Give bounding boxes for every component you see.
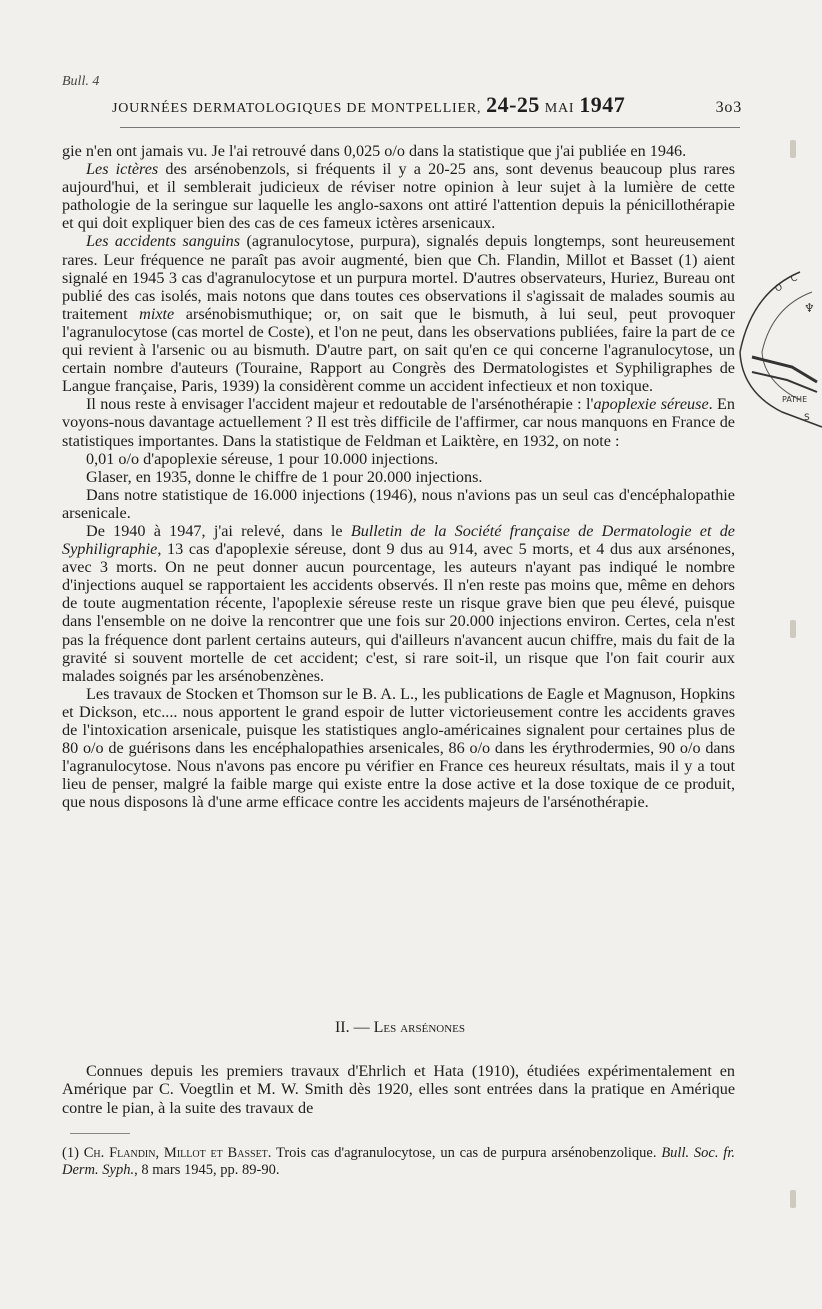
section-number: II. — — [334, 1019, 370, 1036]
paragraph-bulletin: De 1940 à 1947, j'ai relevé, dans le Bulletin de la Société française de Dermatologie et de Syphiligraphie, 13 cas d'apoplexie séreuse, dont 9 dus au 914, avec 5 morts, et 4 dus aux arsénones, avec 3 morts. On ne peut donner aucun pourcentage, les auteurs n'ayant pas indiqué le nombre d'injections auquel se rapportaient les accidents observés. Il n'en reste pas moins que, même en dehors de toute augmentation récente, l'apoplexie séreuse reste un risque grave bien que peu élevé, puisque dans l'ensemble on ne doive la rencontrer que une fois sur 20.000 injections environ. Certes, cela n'est pas la fréquence dont parlent certains auteurs, qui d'ailleurs n'avancent aucun chiffre, mais du fait de la gravité si souvent mortelle de cet accident; c'est, si rare soit-il, un risque que l'on fait courir aux malades soignés par les arsénobenzènes. — [62, 521, 735, 685]
paragraph-apoplexie: Il nous reste à envisager l'accident majeur et redoutable de l'arsénothérapie : l'apoplexie séreuse. En voyons-nous davantage actuellement ? Il est très difficile de l'affirmer, car nous manquons en France de statistiques importantes. Dans la statistique de Feldman et Laiktère, en 1932, on note : — [62, 395, 735, 450]
library-stamp — [722, 262, 822, 432]
paragraph-statistique: Dans notre statistique de 16.000 injections (1946), nous n'avions pas un seul cas d'encéphalopathie arsenicale. — [62, 485, 735, 522]
statistic-line-2: Glaser, en 1935, donne le chiffre de 1 pour 20.000 injections. — [86, 467, 483, 486]
footnote-rule — [70, 1133, 130, 1134]
edge-mark — [790, 140, 796, 158]
footnote-ref: , 8 mars 1945, pp. 89-90. — [134, 1162, 280, 1178]
date-days: 24-25 — [486, 92, 540, 117]
journal-title: JOURNÉES DERMATOLOGIQUES DE MONTPELLIER, — [112, 101, 482, 116]
paragraph-arsenones: Connues depuis les premiers travaux d'Ehrlich et Hata (1910), étudiées expérimentalement en Amérique par C. Voegtlin et M. W. Smith dès 1920, elles sont entrées dans la pratique en Amérique contre le pian, à la suite des travaux de — [62, 1062, 735, 1117]
section-title: Les arsénones — [373, 1019, 466, 1036]
statistic-line-1: 0,01 o/o d'apoplexie séreuse, 1 pour 10.000 injections. — [86, 449, 439, 468]
paragraph-1: gie n'en ont jamais vu. Je l'ai retrouvé dans 0,025 o/o dans la statistique que j'ai publiée en 1946. — [62, 142, 687, 160]
svg-text:C: C — [789, 273, 799, 285]
svg-text:♆: ♆ — [804, 301, 815, 315]
body-text — [62, 142, 735, 811]
section-body — [62, 1062, 735, 1117]
footnote — [62, 1145, 735, 1179]
paragraph-bal: Les travaux de Stocken et Thomson sur le B. A. L., les publications de Eagle et Magnuson, Hopkins et Dickson, etc.... nous apportent le grand espoir de lutter victorieusement contre les accidents graves de l'intoxication arsenicale, puisque les statistiques anglo-américaines signalent pour certaines plus de 80 o/o de guérisons dans les encéphalopathies arsenicales, 86 o/o dans les érythrodermies, 90 o/o dans l'agranulocytose. Nous n'avons pas encore pu vérifier en France ces heureux résultats, mais il y a tout lieu de penser, malgré la faible marge qui existe entre la dose active et la dose toxique de ce produit, que nous disposons là d'une arme efficace contre les accidents majeurs de l'arsénothérapie. — [62, 684, 735, 812]
edge-mark — [790, 1190, 796, 1208]
date-year: 1947 — [579, 92, 626, 117]
paragraph-accidents-sanguins: Les accidents sanguins (agranulocytose, purpura), signalés depuis longtemps, sont heureusement rares. Leur fréquence ne paraît pas avoir augmenté, bien que Ch. Flandin, Millot et Basset (1) aient signalé en 1945 3 cas d'agranulocytose et un purpura mortel. D'autres observateurs, Huriez, Bureau ont publié des cas isolés, mais notons que dans toutes ces observations il s'agissait de malades soumis au traitement mixte arsénobismuthique; or, on sait que le bismuth, à lui seul, peut provoquer l'agranulocytose (cas mortel de Coste), et l'on ne peut, dans les observations publiées, faire la part de ce qui revient à l'arsenic ou au bismuth. D'autre part, on sait qu'en ce qui concerne l'agranulocytose, un certain nombre d'auteurs (Touraine, Rapport au Congrès des Dermatologistes et Syphiligraphes de Langue française, Paris, 1939) la considèrent comme un accident infectieux et non toxique. — [62, 232, 735, 396]
footnote-authors: Ch. Flandin, Millot et Basset. — [83, 1145, 272, 1161]
edge-mark — [790, 620, 796, 638]
running-header — [112, 92, 742, 118]
date-month: MAI — [544, 101, 575, 116]
svg-text:O: O — [773, 282, 785, 295]
running-title — [112, 92, 625, 118]
bull-handwritten-note: Bull. 4 — [62, 74, 100, 89]
footnote-text: Trois cas d'agranulocytose, un cas de purpura arsénobenzolique. — [275, 1145, 657, 1161]
footnote-journal: Bull. Soc. fr. Derm. Syph. — [62, 1145, 735, 1178]
header-rule — [120, 127, 740, 128]
footnote-marker: (1) — [62, 1145, 79, 1161]
svg-text:PATHE: PATHE — [782, 395, 808, 404]
section-heading — [0, 1019, 800, 1037]
page-number: 3o3 — [715, 99, 742, 116]
svg-text:S: S — [804, 413, 810, 423]
paragraph-icteres: Les ictères des arsénobenzols, si fréquents il y a 20-25 ans, sont devenus beaucoup plus rares aujourd'hui, et il semblerait judicieux de réviser notre opinion à leur sujet à la lumière de cette pathologie de la seringue sur laquelle les anglo-saxons ont attiré l'attention depuis la pénicillothérapie et qui doit expliquer bien des cas de ces fameux ictères arsenicaux. — [62, 160, 735, 233]
stamp-icon — [722, 262, 822, 432]
